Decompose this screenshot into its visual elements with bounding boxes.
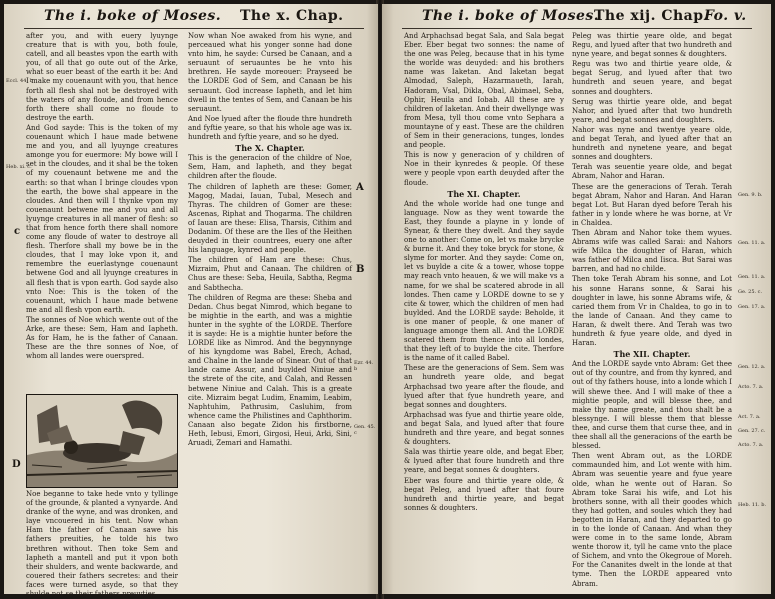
margin-note: Heb. xi. c. <box>6 164 32 170</box>
margin-note: Gen. 27. c. <box>738 428 766 434</box>
paragraph: This is the generacion of the childre of Noe, Sem, Ham, and Iapheth, and they begat children after the floude. <box>188 154 352 181</box>
paragraph: The children of Ham are these: Chus, Mizraim, Phut and Canaan. The children of Chus are these: Seba, Heuila, Sabtha, Regma and Sabthecha. <box>188 256 352 292</box>
paragraph: And God sayde: This is the token of my couenaunt which I haue made betwene me and you, and all lyuynge creatures amonge you for euermore: My bowe will I set in the cloudes, and it shal be the token of my couenaunt betwene me and the earth: so that whan I bringe cloudes vpon the earth, the bowe shal appeare in the cloudes. And then will I thynke vpon my couenaunt betwene me and you and all lyuynge creatures in all maner of flesh: so that from hence forth there shall nomore come any floude of water to destroye all flesh. Therfore shall my bowe be in the cloudes, that I may loke vpon it, and remembre the euerlastynge couenaunt betwene God and all lyuynge creatures in all flesh that is vpon earth. God sayde also vnto Noe: This is the token of the couenaunt, which I haue made betwene me and all flesh vpon earth. <box>26 123 178 314</box>
left-page <box>4 4 378 599</box>
paragraph: after you, and with euery lyuynge creature that is with you, both foule, catell, and all beastes vpon the earth with you, of all that go oute out of the Arke, what so euer beast of the earth it be: And I make my couenaunt with you, that hence forth all flesh shal not be destroyed with the waters of any floude, and from hence forth there shall come no floude to destroye the earth. <box>26 32 178 122</box>
paragraph: And Noe lyued after the floude thre hundreth and fyftie yeare, so that his whole age was ix. hundreth and fyftie yeare, and so he dyed. <box>188 114 352 142</box>
right-header-chapter: The xij. Chap. <box>594 8 709 24</box>
woodcut-drunkenness-of-noah-image <box>27 395 177 487</box>
paragraph: Then went Abram out, as the LORDE commaunded him, and Lot wente with him. Abram was seuentie yeare and fyue yeare olde, whan he wente out of Haran. So Abram toke Sarai his wife, and Lot his brothers sonne, with all their goodes which they had gotten, and soules which they had begotten in Haran, and they departed to go in to the londe of Canaan. And whan they were come in to the same londe, Abram wente thorow it, tyll he came vnto the place of Sichem, and vnto the Okegroue of Moreh. For the Cananites dwelt in the londe at that tyme. Then the LORDE appeared vnto Abram. <box>572 452 732 588</box>
paragraph: Serug was thirtie yeare olde, and begat Nahor, and lyued after that two hundreth yeare, and begat sonnes and doughters. <box>572 97 732 124</box>
margin-note: Gen. 11. a. <box>738 240 766 246</box>
margin-note: Eccl. 44. b <box>6 78 33 84</box>
left-column-2 <box>188 32 352 592</box>
paragraph: The children of Regma are these: Sheba and Dedan. Chus begat Nimrod, which begane to be mightie in the earth, and was a mightie hunter in the syghte of the LORDE. Therfore it is sayde: He is a mightie hunter before the LORDE like as Nimrod. And the begynnynge of his kyngdome was Babel, Erech, Achad, and Chalne in the lande of Sinear. Out of that lande came Assur, and buylded Niniue and the strete of the cite, and Calah, and Ressen betwene Niniue and Calah. This is a greate cite. Mizraim begat Ludim, Enamim, Leabim, Naphtuhim, Pathrusim, Casluhim, from whence came the Philistines and Caphthorim. Canaan also begate Zidon his firstborne, Heth, Iebusi, Emori, Girgosi, Heui, Arki, Sini, Aruadi, Zemari and Hamathi. <box>188 293 352 448</box>
folio-number: Fo. v. <box>704 8 747 24</box>
margin-letter: B <box>356 264 365 275</box>
left-column-1 <box>26 32 178 392</box>
margin-note: Ezr. 44. b <box>354 360 374 372</box>
paragraph: Then Abram and Nahor toke them wyues. Abrams wife was called Sarai: and Nahors wife Milca the doughter of Haran, which was father of Milca and Iisca. But Sarai was barren, and had no childe. <box>572 228 732 274</box>
left-header-chapter: The x. Chap. <box>240 8 344 24</box>
paragraph: These are the generacions of Sem. Sem was an hundreth yeare olde, and begat Arphachsad two yeare after the floude, and lyued after that fyue hundreth yeare, and begat sonnes and doughters. <box>404 364 564 409</box>
paragraph: And Arphachsad begat Sala, and Sala begat Eber. Eber begat two sonnes: the name of the one was Peleg, because that in his tyme the worlde was deuyded: and his brothers name was Iaketan. And Iaketan begat Almodad, Saleph, Hazarmaueth, Iarah, Hadoram, Vsal, Dikla, Obal, Abimael, Seba, Ophir, Heuila and Iobab. All these are y children of Iaketan. And their dwellynge was from Mesa, tyll thou come vnto Sephara a mountayne of y east. These are the children of Sem in their generacions, tunges, londes and people. <box>404 32 564 150</box>
chapter-heading: The XII. Chapter. <box>613 349 691 360</box>
paragraph: Sala was thirtie yeare olde, and begat Eber, & lyued after that foure hundreth and thre yeare, and begat sonnes & doughters. <box>404 448 564 475</box>
margin-note: Act. 7. a. <box>738 414 761 420</box>
margin-note: Ge. 25. c. <box>738 289 763 295</box>
paragraph: Eber was foure and thirtie yeare olde, & begat Peleg, and lyued after that foure hundreth and thirtie yeare, and begat sonnes & doughters. <box>404 476 564 512</box>
margin-note: Gen. 11. a. <box>738 274 766 280</box>
paragraph: The children of Iapheth are these: Gomer, Magog, Madai, Iauan, Tubal, Mesech and Thyras. The children of Gomer are these: Ascenas, Riphat and Thogarma. The children of Iauan are these: Elisa, Tharsis, Cithim and Dodanim. Of these are the Iles of the Heithen deuyded in their countrees, euery one after his language, kynred and people. <box>188 182 352 255</box>
margin-letter: D <box>12 459 21 470</box>
paragraph: Terah was seuentie yeare olde, and begat Abram, Nahor and Haran. <box>572 163 732 181</box>
paragraph: This is now y generacion of y children of Noe in their kynredes & people. Of these were y people vpon earth deuyded after the floude. <box>404 151 564 187</box>
paragraph: Noe beganne to take hede vnto y tyllinge of the grounde, & planted a vynyarde. And dranke of the wyne, and was dronken, and laye vncouered in his tent. Now whan Ham the father of Canaan sawe his fathers preuities, he tolde his two brethren without. Then toke Sem and Iapheth a mantell and put it vpon both their shulders, and wente backwarde, and couered their fathers secretes: and their faces were turned asyde, so that they shulde not se their fathers preuyties. <box>26 490 178 599</box>
margin-note: Gen. 45. c <box>354 424 376 436</box>
paragraph: The sonnes of Noe which wente out of the Arke, are these: Sem, Ham and Iapheth. As for Ham, he is the father of Canaan. These are the thre sonnes of Noe, of whom all landes were ouerspred. <box>26 315 178 361</box>
paragraph: Now whan Noe awaked from his wyne, and perceaued what his yonger sonne had done vnto him, he sayde: Cursed be Canaan, and a seruaunt of seruauntes be he vnto his brethren. He sayde moreouer: Prayseed be the LORDE God of Sem, and Canaan be his seruaunt. God increase Iapheth, and let him dwell in the tentes of Sem, and Canaan be his seruaunt. <box>188 32 352 113</box>
paragraph: These are the generacions of Terah. Terah begat Abram, Nahor and Haran. And Haran begat Lot. But Haran dyed before Terah his father in y londe where he was borne, at Vr in Chaldea. <box>572 182 732 227</box>
paragraph: Arphachsad was fyue and thirtie yeare olde, and begat Sala, and lyued after that foure hundreth and thre yeare, and begat sonnes & doughters. <box>404 410 564 447</box>
paragraph: And the whole worlde had one tunge and language. Now as they went towarde the East, they founde a playne in y londe of Synear, & there they dwelt. And they sayde one to another: Come on, let vs make brycke & burne it. And they toke bryck for stone, & slyme for morter. And they sayde: Come on, let vs buylde a cite & a tower, whose toppe may reach vnto heauen, & we will make vs a name, for we shal be scatered abrode in all londes. Then came y LORDE downe to se y cite & tower, which the children of men had buylded. And the LORDE sayde: Beholde, it is one maner of people, & one maner of language amonge them all. And the LORDE scatered them from thence into all londes, that they left of to buylde the cite. Therfore is the name of it called Babel. <box>404 199 564 363</box>
left-column-1-bottom <box>26 490 178 599</box>
right-page <box>382 4 771 594</box>
margin-letter: c <box>14 226 21 237</box>
margin-note: Gen. 9. b. <box>738 192 763 198</box>
right-column-1 <box>404 32 564 592</box>
chapter-heading: The X. Chapter. <box>235 143 305 154</box>
margin-note: Acto. 7. a. <box>738 384 764 390</box>
paragraph: Peleg was thirtie yeare olde, and begat Regu, and lyued after that two hundreth and nyne yeare, and begat sonnes & doughters. <box>572 32 732 59</box>
paragraph: Nahor was nyne and twentye yeare olde, and begat Terah, and lyued after that an hundreth and nynetene yeare, and begat sonnes and doughters. <box>572 125 732 162</box>
right-column-2 <box>572 32 732 592</box>
margin-note: Heb. 11. b. <box>738 502 767 508</box>
chapter-heading: The XI. Chapter. <box>447 188 521 199</box>
header-rule <box>24 28 364 29</box>
paragraph: Then toke Terah Abram his sonne, and Lot his sonne Harans sonne, & Sarai his doughter in lawe, his sonne Abrams wife, & caried them from Vr in Chaldea, to go in to the lande of Canaan. And they came to Haran, & dwelt there. And Terah was two hundreth & fyue yeare olde, and dyed in Haran. <box>572 275 732 348</box>
right-header-title: The i. boke of Moses. <box>422 8 600 24</box>
left-header-title: The i. boke of Moses. <box>44 8 222 24</box>
paragraph: Regu was two and thirtie yeare olde, & begat Serug, and lyued after that two hundreth and seuen yeare, and begat sonnes and doughters. <box>572 60 732 96</box>
margin-note: Gen. 17. a. <box>738 304 766 310</box>
header-rule <box>402 28 752 29</box>
margin-note: Gen. 12. a. <box>738 364 766 370</box>
margin-note: Acto. 7. a. <box>738 442 764 448</box>
margin-letter: A <box>356 182 364 193</box>
paragraph: And the LORDE sayde vnto Abram: Get thee out of thy countre, and from thy kynred, and out of thy fathers house, into a londe which I will shewe thee. And I will make of thee a mightie people, and will blesse thee, and make thy name greate, and thou shalt be a blessynge. I will blesse them that blesse thee, and curse them that curse thee, and in thee shall all the generacions of the earth be blessed. <box>572 360 732 451</box>
woodcut-illustration <box>26 394 178 488</box>
